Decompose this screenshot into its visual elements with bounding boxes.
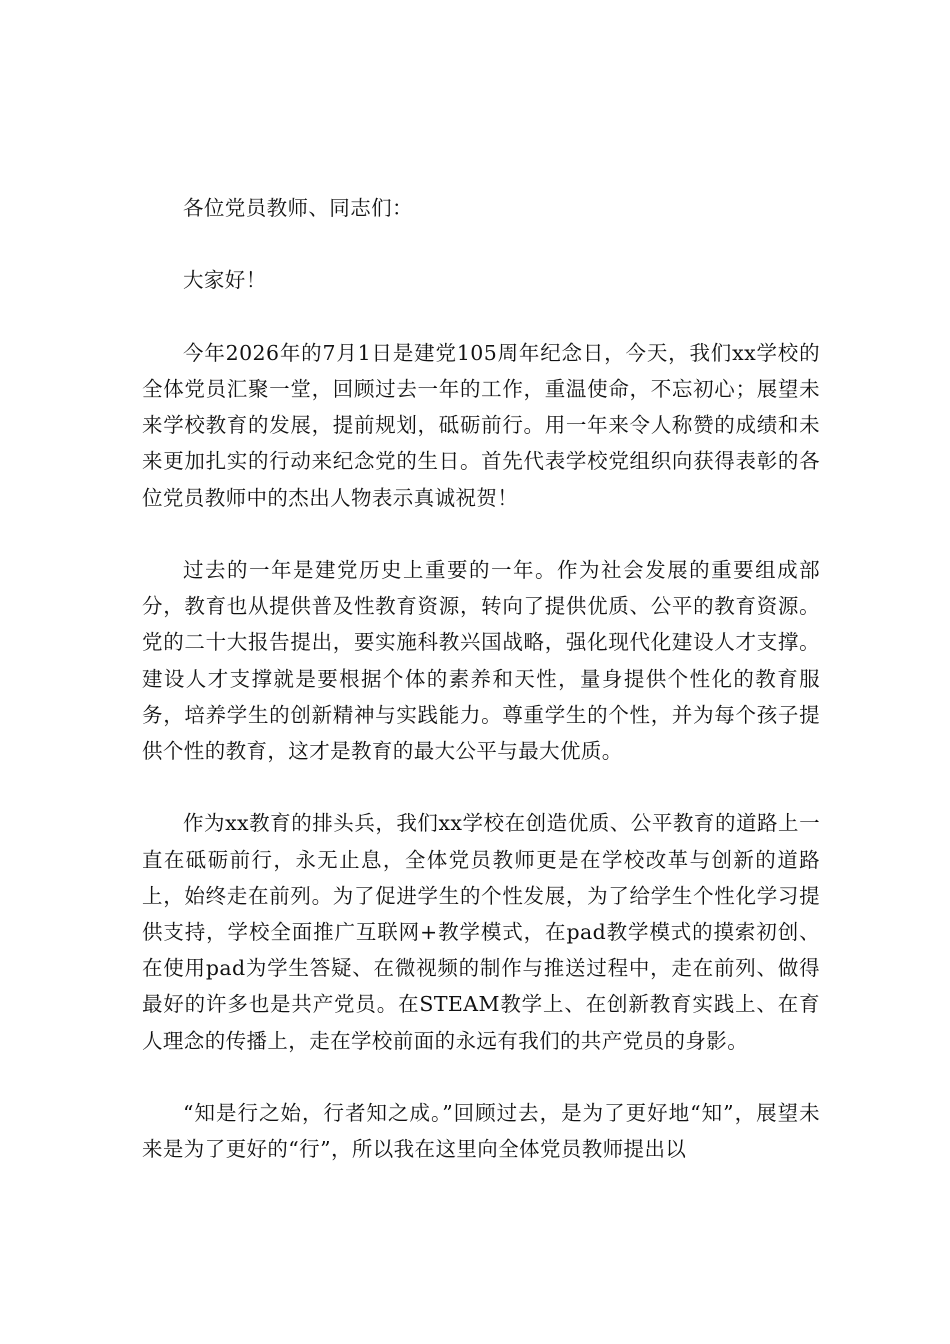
paragraph-3: 作为xx教育的排头兵，我们xx学校在创造优质、公平教育的道路上一直在砥砺前行，永无止息，全体党员教师更是在学校改革与创新的道路上，始终走在前列。为了促进学生的个性发展，为了给学生个性化学习提供支持，学校全面推广互联网+教学模式，在pad教学模式的摸索初创、在使用pad为学生答疑、在微视频的制作与推送过程中，走在前列、做得最好的许多也是共产党员。在STEAM教学上、在创新教育实践上、在育人理念的传播上，走在学校前面的永远有我们的共产党员的身影。 bbox=[142, 811, 820, 1053]
paragraph-2: 过去的一年是建党历史上重要的一年。作为社会发展的重要组成部分，教育也从提供普及性教育资源，转向了提供优质、公平的教育资源。党的二十大报告提出，要实施科教兴国战略，强化现代化建设人才支撑。建设人才支撑就是要根据个体的素养和天性，量身提供个性化的教育服务，培养学生的创新精神与实践能力。尊重学生的个性，并为每个孩子提供个性的教育，这才是教育的最大公平与最大优质。 bbox=[142, 557, 820, 763]
greeting: 大家好！ bbox=[183, 268, 267, 293]
salutation: 各位党员教师、同志们： bbox=[183, 196, 413, 220]
document-body bbox=[142, 190, 820, 1204]
paragraph-1: 今年2026年的7月1日是建党105周年纪念日，今天，我们xx学校的全体党员汇聚一堂，回顾过去一年的工作，重温使命，不忘初心；展望未来学校教育的发展，提前规划，砥砺前行。用一年来令人称赞的成绩和未来更加扎实的行动来纪念党的生日。首先代表学校党组织向获得表彰的各位党员教师中的杰出人物表示真诚祝贺！ bbox=[142, 340, 820, 510]
paragraph-4: “知是行之始，行者知之成。”回顾过去，是为了更好地“知”，展望未来是为了更好的“行”，所以我在这里向全体党员教师提出以 bbox=[142, 1101, 820, 1162]
